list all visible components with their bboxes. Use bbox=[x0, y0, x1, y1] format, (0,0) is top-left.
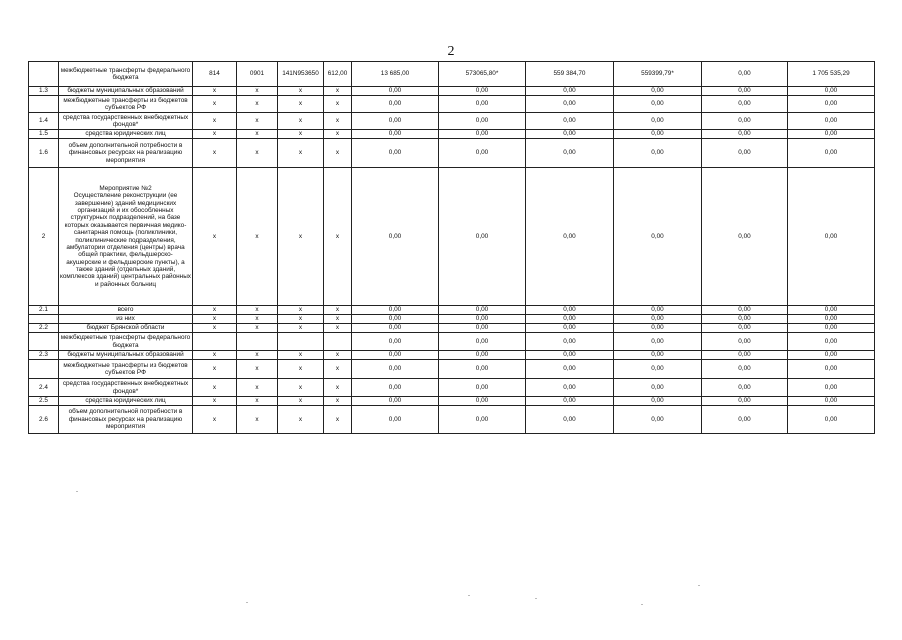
col-value-3: 0,00 bbox=[526, 96, 614, 113]
col-value-6: 0,00 bbox=[788, 139, 875, 168]
col-value-1: 0,00 bbox=[352, 379, 439, 397]
col-value-2: 0,00 bbox=[439, 87, 526, 96]
col-value-4: 0,00 bbox=[614, 139, 702, 168]
col-value-2: 0,00 bbox=[439, 351, 526, 360]
col-code-4: x bbox=[324, 315, 352, 324]
col-value-1: 0,00 bbox=[352, 360, 439, 379]
col-value-5: 0,00 bbox=[702, 315, 788, 324]
table-row bbox=[29, 62, 875, 87]
col-code-1: x bbox=[193, 379, 237, 397]
table-row bbox=[29, 306, 875, 315]
col-code-2: x bbox=[237, 397, 278, 406]
col-value-4: 559399,79* bbox=[614, 62, 702, 87]
row-number: 1.4 bbox=[29, 113, 59, 130]
col-value-6: 0,00 bbox=[788, 351, 875, 360]
row-name: бюджеты муниципальных образований bbox=[59, 87, 193, 96]
col-value-1: 0,00 bbox=[352, 324, 439, 333]
col-code-3 bbox=[278, 333, 324, 351]
col-code-4: 612,00 bbox=[324, 62, 352, 87]
col-value-1: 0,00 bbox=[352, 397, 439, 406]
col-value-6: 1 705 535,29 bbox=[788, 62, 875, 87]
col-value-2: 0,00 bbox=[439, 379, 526, 397]
col-code-2: x bbox=[237, 351, 278, 360]
table-body bbox=[29, 62, 875, 434]
col-value-1: 0,00 bbox=[352, 306, 439, 315]
col-code-2: 0901 bbox=[237, 62, 278, 87]
row-number: 2.4 bbox=[29, 379, 59, 397]
row-number: 2.5 bbox=[29, 397, 59, 406]
row-name: Мероприятие №2 Осуществление реконструкции (ее завершение) зданий медицинских организаций и их обособленных структурных подразделений, на базе которых оказывается первичная медико-санитарная помощь (поликлиники, поликлинические подразделения, амбулатории отделения (центры) врача общей практики, фельдшерско- акушерские и фельдшерские пункты), а также зданий (отдельных зданий, комплексов зданий) центральных районных и районных больниц bbox=[59, 168, 193, 306]
col-code-4: x bbox=[324, 87, 352, 96]
col-value-1: 0,00 bbox=[352, 96, 439, 113]
col-code-3: x bbox=[278, 406, 324, 434]
col-value-3: 0,00 bbox=[526, 351, 614, 360]
col-code-1: x bbox=[193, 168, 237, 306]
col-value-1: 0,00 bbox=[352, 113, 439, 130]
col-code-4: x bbox=[324, 351, 352, 360]
col-code-2: x bbox=[237, 360, 278, 379]
col-code-1: x bbox=[193, 130, 237, 139]
col-value-4: 0,00 bbox=[614, 397, 702, 406]
col-code-4: x bbox=[324, 113, 352, 130]
col-value-2: 0,00 bbox=[439, 315, 526, 324]
col-code-4: x bbox=[324, 406, 352, 434]
table-row bbox=[29, 379, 875, 397]
col-value-4: 0,00 bbox=[614, 360, 702, 379]
col-code-1: x bbox=[193, 315, 237, 324]
col-value-6: 0,00 bbox=[788, 87, 875, 96]
col-value-2: 573065,80* bbox=[439, 62, 526, 87]
col-code-2: x bbox=[237, 324, 278, 333]
col-value-5: 0,00 bbox=[702, 306, 788, 315]
col-code-3: x bbox=[278, 315, 324, 324]
page-number: 2 bbox=[447, 44, 455, 59]
col-code-3: x bbox=[278, 360, 324, 379]
col-value-6: 0,00 bbox=[788, 168, 875, 306]
col-code-2: x bbox=[237, 315, 278, 324]
col-code-1: x bbox=[193, 406, 237, 434]
col-code-1: x bbox=[193, 139, 237, 168]
col-code-3: x bbox=[278, 96, 324, 113]
row-number bbox=[29, 315, 59, 324]
col-value-2: 0,00 bbox=[439, 113, 526, 130]
row-name: объем дополнительной потребности в финансовых ресурсах на реализацию мероприятия bbox=[59, 406, 193, 434]
row-name: всего bbox=[59, 306, 193, 315]
row-name: из них bbox=[59, 315, 193, 324]
col-value-5: 0,00 bbox=[702, 351, 788, 360]
col-value-2: 0,00 bbox=[439, 139, 526, 168]
col-value-5: 0,00 bbox=[702, 360, 788, 379]
row-number: 2 bbox=[29, 168, 59, 306]
col-code-3: x bbox=[278, 87, 324, 96]
col-code-4: x bbox=[324, 130, 352, 139]
col-code-1: x bbox=[193, 360, 237, 379]
col-value-2: 0,00 bbox=[439, 168, 526, 306]
table-row bbox=[29, 113, 875, 130]
col-value-1: 0,00 bbox=[352, 333, 439, 351]
col-code-3: x bbox=[278, 113, 324, 130]
col-code-2: x bbox=[237, 96, 278, 113]
col-value-4: 0,00 bbox=[614, 168, 702, 306]
row-name: межбюджетные трансферты из бюджетов субъектов РФ bbox=[59, 96, 193, 113]
col-value-3: 0,00 bbox=[526, 130, 614, 139]
table-row bbox=[29, 397, 875, 406]
row-number: 2.2 bbox=[29, 324, 59, 333]
col-value-4: 0,00 bbox=[614, 315, 702, 324]
col-code-4 bbox=[324, 333, 352, 351]
col-value-5: 0,00 bbox=[702, 96, 788, 113]
col-value-5: 0,00 bbox=[702, 62, 788, 87]
col-code-2: x bbox=[237, 379, 278, 397]
col-code-2: x bbox=[237, 130, 278, 139]
col-value-1: 0,00 bbox=[352, 130, 439, 139]
col-value-6: 0,00 bbox=[788, 360, 875, 379]
col-value-6: 0,00 bbox=[788, 96, 875, 113]
table-row bbox=[29, 333, 875, 351]
row-number bbox=[29, 333, 59, 351]
col-code-2 bbox=[237, 333, 278, 351]
row-name: объем дополнительной потребности в финансовых ресурсах на реализацию мероприятия bbox=[59, 139, 193, 168]
col-code-3: x bbox=[278, 397, 324, 406]
col-value-1: 0,00 bbox=[352, 351, 439, 360]
row-number: 1.5 bbox=[29, 130, 59, 139]
col-value-2: 0,00 bbox=[439, 360, 526, 379]
col-value-3: 0,00 bbox=[526, 113, 614, 130]
col-value-3: 0,00 bbox=[526, 324, 614, 333]
table-row bbox=[29, 406, 875, 434]
row-name: средства государственных внебюджетных фондов* bbox=[59, 113, 193, 130]
table-row bbox=[29, 168, 875, 306]
row-name: межбюджетные трансферты из бюджетов субъектов РФ bbox=[59, 360, 193, 379]
row-name: средства юридических лиц bbox=[59, 397, 193, 406]
col-value-3: 0,00 bbox=[526, 315, 614, 324]
col-code-1: x bbox=[193, 113, 237, 130]
row-name: бюджет Брянской области bbox=[59, 324, 193, 333]
col-value-3: 0,00 bbox=[526, 306, 614, 315]
col-value-3: 0,00 bbox=[526, 406, 614, 434]
col-value-6: 0,00 bbox=[788, 333, 875, 351]
col-value-3: 0,00 bbox=[526, 333, 614, 351]
col-code-3: x bbox=[278, 379, 324, 397]
col-code-4: x bbox=[324, 96, 352, 113]
col-value-5: 0,00 bbox=[702, 333, 788, 351]
row-name: средства юридических лиц bbox=[59, 130, 193, 139]
col-value-4: 0,00 bbox=[614, 306, 702, 315]
col-value-3: 0,00 bbox=[526, 360, 614, 379]
row-number: 2.1 bbox=[29, 306, 59, 315]
col-value-6: 0,00 bbox=[788, 113, 875, 130]
row-name: средства государственных внебюджетных фондов* bbox=[59, 379, 193, 397]
col-value-3: 0,00 bbox=[526, 168, 614, 306]
col-value-4: 0,00 bbox=[614, 379, 702, 397]
col-code-3: x bbox=[278, 351, 324, 360]
col-value-3: 0,00 bbox=[526, 87, 614, 96]
col-value-5: 0,00 bbox=[702, 139, 788, 168]
row-name: межбюджетные трансферты федерального бюджета bbox=[59, 62, 193, 87]
col-code-4: x bbox=[324, 139, 352, 168]
col-code-4: x bbox=[324, 168, 352, 306]
col-value-6: 0,00 bbox=[788, 306, 875, 315]
table-row bbox=[29, 96, 875, 113]
col-value-2: 0,00 bbox=[439, 324, 526, 333]
col-value-1: 0,00 bbox=[352, 87, 439, 96]
col-value-4: 0,00 bbox=[614, 324, 702, 333]
row-number bbox=[29, 62, 59, 87]
col-code-1: x bbox=[193, 96, 237, 113]
col-value-1: 0,00 bbox=[352, 139, 439, 168]
table-row bbox=[29, 139, 875, 168]
row-number: 1.6 bbox=[29, 139, 59, 168]
col-value-4: 0,00 bbox=[614, 87, 702, 96]
col-value-4: 0,00 bbox=[614, 406, 702, 434]
col-value-4: 0,00 bbox=[614, 130, 702, 139]
row-number: 2.6 bbox=[29, 406, 59, 434]
row-number bbox=[29, 96, 59, 113]
col-code-1: x bbox=[193, 87, 237, 96]
col-value-1: 13 685,00 bbox=[352, 62, 439, 87]
budget-table bbox=[28, 61, 875, 434]
col-value-1: 0,00 bbox=[352, 315, 439, 324]
col-code-2: x bbox=[237, 139, 278, 168]
col-code-3: x bbox=[278, 306, 324, 315]
col-value-1: 0,00 bbox=[352, 168, 439, 306]
col-value-1: 0,00 bbox=[352, 406, 439, 434]
col-value-5: 0,00 bbox=[702, 324, 788, 333]
col-value-2: 0,00 bbox=[439, 406, 526, 434]
row-number: 1.3 bbox=[29, 87, 59, 96]
col-code-3: x bbox=[278, 168, 324, 306]
col-value-4: 0,00 bbox=[614, 113, 702, 130]
table-row bbox=[29, 351, 875, 360]
table-row bbox=[29, 360, 875, 379]
col-value-5: 0,00 bbox=[702, 87, 788, 96]
row-name: межбюджетные трансферты федерального бюджета bbox=[59, 333, 193, 351]
col-code-1: x bbox=[193, 397, 237, 406]
table-row bbox=[29, 87, 875, 96]
col-code-4: x bbox=[324, 306, 352, 315]
col-code-3: x bbox=[278, 324, 324, 333]
col-value-3: 0,00 bbox=[526, 379, 614, 397]
col-value-3: 0,00 bbox=[526, 139, 614, 168]
col-value-4: 0,00 bbox=[614, 96, 702, 113]
col-value-2: 0,00 bbox=[439, 306, 526, 315]
col-code-4: x bbox=[324, 360, 352, 379]
table-row bbox=[29, 130, 875, 139]
col-value-2: 0,00 bbox=[439, 96, 526, 113]
col-value-6: 0,00 bbox=[788, 324, 875, 333]
row-name: бюджеты муниципальных образований bbox=[59, 351, 193, 360]
col-code-1 bbox=[193, 333, 237, 351]
col-value-6: 0,00 bbox=[788, 379, 875, 397]
col-code-1: x bbox=[193, 324, 237, 333]
col-code-2: x bbox=[237, 87, 278, 96]
col-code-2: x bbox=[237, 113, 278, 130]
col-value-3: 559 384,70 bbox=[526, 62, 614, 87]
col-value-3: 0,00 bbox=[526, 397, 614, 406]
col-value-6: 0,00 bbox=[788, 397, 875, 406]
col-value-5: 0,00 bbox=[702, 406, 788, 434]
col-value-5: 0,00 bbox=[702, 379, 788, 397]
col-value-2: 0,00 bbox=[439, 333, 526, 351]
col-value-5: 0,00 bbox=[702, 113, 788, 130]
col-value-6: 0,00 bbox=[788, 406, 875, 434]
col-value-2: 0,00 bbox=[439, 130, 526, 139]
col-code-2: x bbox=[237, 406, 278, 434]
col-value-6: 0,00 bbox=[788, 315, 875, 324]
col-value-5: 0,00 bbox=[702, 130, 788, 139]
col-code-1: x bbox=[193, 306, 237, 315]
col-code-4: x bbox=[324, 379, 352, 397]
table-row bbox=[29, 315, 875, 324]
col-code-1: x bbox=[193, 351, 237, 360]
col-code-1: 814 bbox=[193, 62, 237, 87]
row-number: 2.3 bbox=[29, 351, 59, 360]
col-code-3: 141N953650 bbox=[278, 62, 324, 87]
table-row bbox=[29, 324, 875, 333]
col-code-2: x bbox=[237, 168, 278, 306]
col-code-4: x bbox=[324, 324, 352, 333]
row-number bbox=[29, 360, 59, 379]
col-code-4: x bbox=[324, 397, 352, 406]
col-value-5: 0,00 bbox=[702, 168, 788, 306]
col-code-2: x bbox=[237, 306, 278, 315]
col-code-3: x bbox=[278, 130, 324, 139]
col-value-5: 0,00 bbox=[702, 397, 788, 406]
col-code-3: x bbox=[278, 139, 324, 168]
col-value-4: 0,00 bbox=[614, 351, 702, 360]
col-value-4: 0,00 bbox=[614, 333, 702, 351]
col-value-2: 0,00 bbox=[439, 397, 526, 406]
col-value-6: 0,00 bbox=[788, 130, 875, 139]
